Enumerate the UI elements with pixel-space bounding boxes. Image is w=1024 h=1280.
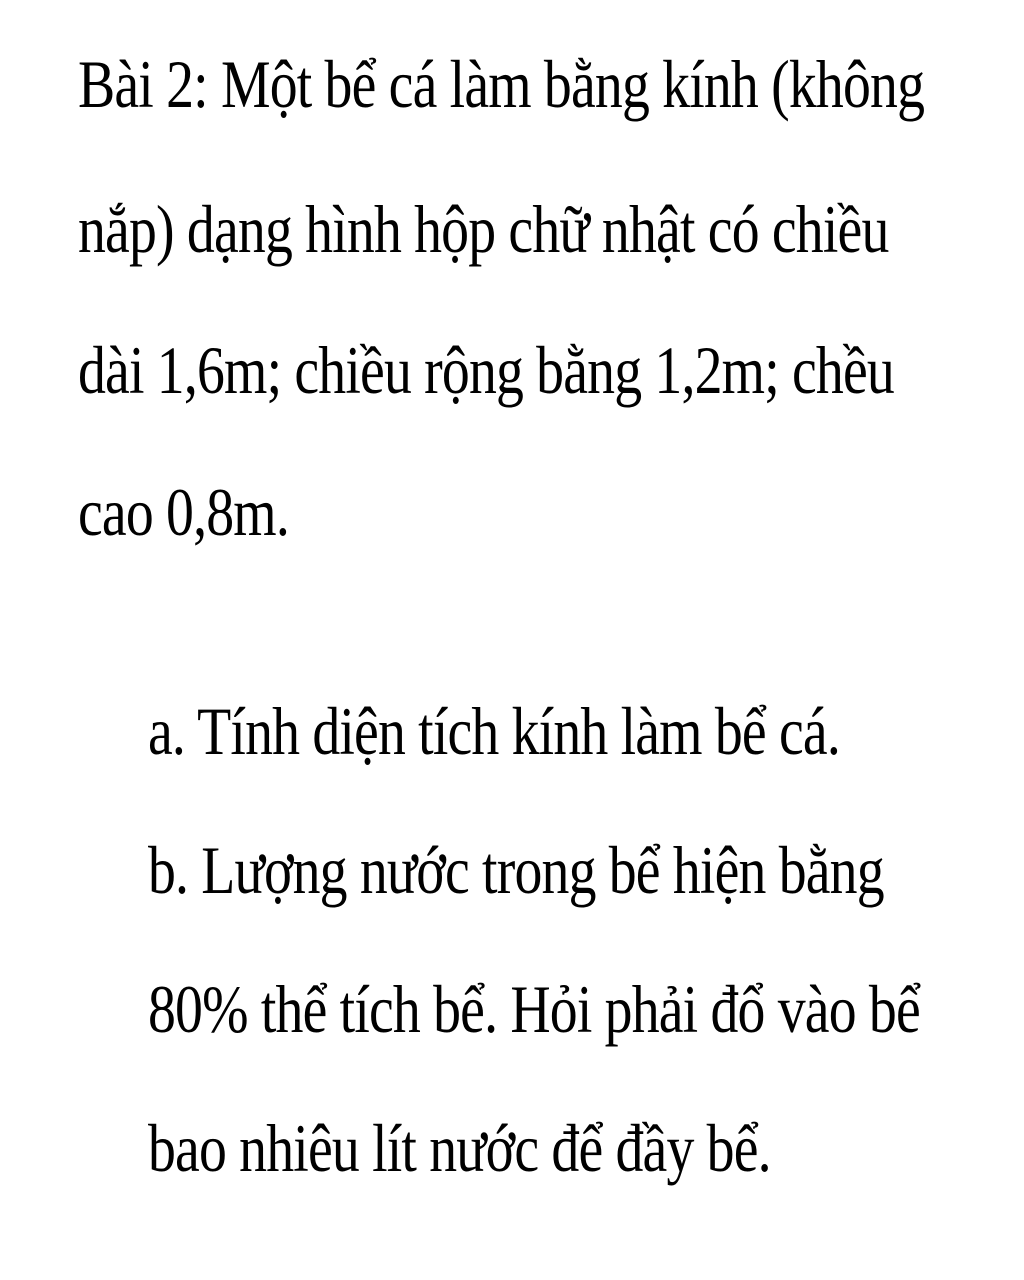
problem-line-4: cao 0,8m. — [78, 474, 289, 550]
problem-line-1: Bài 2: Một bể cá làm bằng kính (không — [78, 46, 925, 122]
question-a-line-1: a. Tính diện tích kính làm bể cá. — [148, 693, 840, 769]
question-b-line-3: bao nhiêu lít nước để đầy bể. — [148, 1110, 771, 1186]
question-b-line-1: b. Lượng nước trong bể hiện bằng — [148, 832, 884, 908]
question-b-line-2: 80% thể tích bể. Hỏi phải đổ vào bể — [148, 971, 920, 1047]
problem-line-3: dài 1,6m; chiều rộng bằng 1,2m; chều — [78, 332, 894, 408]
problem-line-2: nắp) dạng hình hộp chữ nhật có chiều — [78, 191, 889, 267]
